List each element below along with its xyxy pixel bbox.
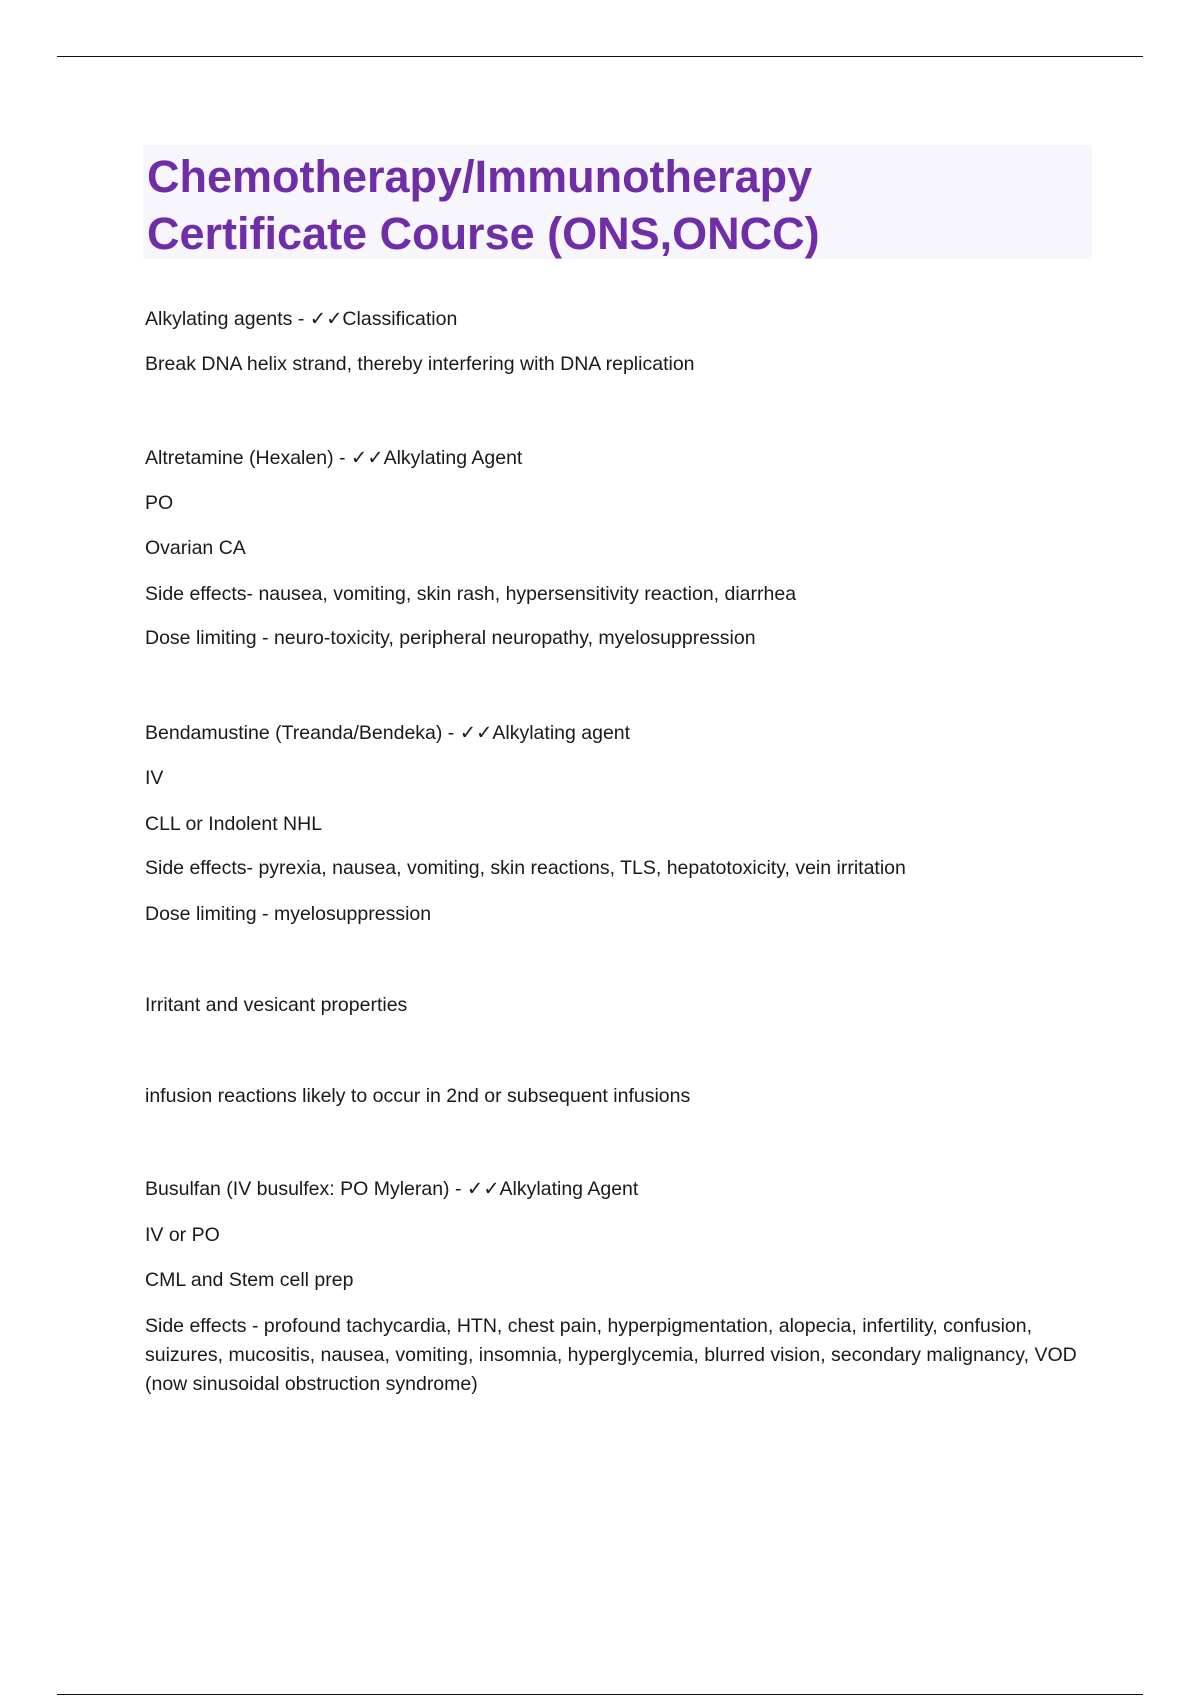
bottom-divider [57,1694,1143,1695]
document-title [143,145,1092,259]
entry-line: Ovarian CA [145,537,246,559]
entry-line: Irritant and vesicant properties [145,994,408,1016]
entry-line: CLL or Indolent NHL [145,813,323,835]
title-line-2: Certificate Course (ONS,ONCC) [147,208,820,259]
top-divider [57,56,1143,57]
entry-line: Break DNA helix strand, thereby interfering with DNA replication [145,353,695,375]
entry-line: Side effects- pyrexia, nausea, vomiting, skin reactions, TLS, hepatotoxicity, vein irritation [145,857,906,879]
entry-heading-bendamustine: Bendamustine (Treanda/Bendeka) - ✓✓Alkylating agent [145,722,631,744]
entry-heading-alkylating-agents: Alkylating agents - ✓✓Classification [145,308,458,330]
entry-line: Side effects- nausea, vomiting, skin rash, hypersensitivity reaction, diarrhea [145,583,797,605]
entry-line: Side effects - profound tachycardia, HTN, chest pain, hyperpigmentation, alopecia, infertility, confusion, suizures, mucositis, nausea, vomiting, insomnia, hyperglycemia, blurred vision, secondary malignancy, VOD (now sinusoidal obstruction syndrome) [145,1315,1077,1395]
entry-line: IV or PO [145,1224,220,1246]
title-line-1: Chemotherapy/Immunotherapy [147,151,813,202]
entry-line: Dose limiting - myelosuppression [145,903,432,925]
entry-line: infusion reactions likely to occur in 2nd or subsequent infusions [145,1085,691,1107]
entry-heading-busulfan: Busulfan (IV busulfex: PO Myleran) - ✓✓Alkylating Agent [145,1178,639,1200]
entry-line: Dose limiting - neuro-toxicity, peripheral neuropathy, myelosuppression [145,627,756,649]
entry-line: PO [145,492,174,514]
entry-line: IV [145,767,164,789]
entry-line: CML and Stem cell prep [145,1269,354,1291]
entry-heading-altretamine: Altretamine (Hexalen) - ✓✓Alkylating Agent [145,447,523,469]
